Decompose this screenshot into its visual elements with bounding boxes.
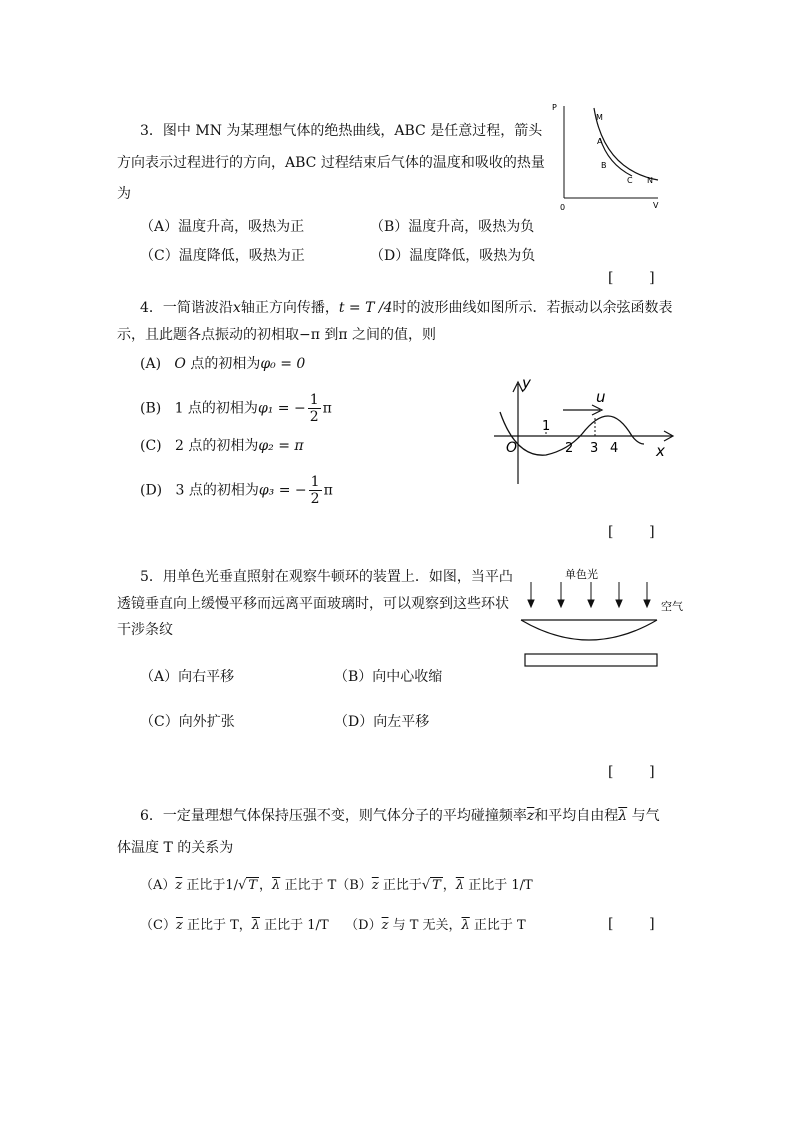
q4-tick-3: 3 — [590, 441, 599, 456]
q3-option-d[interactable]: （D）温度降低，吸热为负 — [370, 248, 536, 264]
q5-option-a[interactable]: （A）向右平移 — [140, 669, 235, 685]
q4-tick-4: 4 — [610, 441, 619, 456]
q4-tick-2: 2 — [565, 441, 574, 456]
q4-label-x: x — [656, 442, 665, 460]
q4-line1-b: 轴正方向传播， — [240, 300, 339, 316]
q5-label-air: 空气 — [661, 600, 683, 613]
q5-line2: 透镜垂直向上缓慢平移而远离平面玻璃时，可以观察到这些环状 — [117, 596, 509, 612]
q6-option-d[interactable]: $(D)\overline{z}$ 与 T 无关，$\overline{\lambda}$ 正比于 T — [345, 918, 526, 933]
q3-label-v: V — [653, 201, 659, 210]
q6-answer-bracket[interactable]: [ ] — [608, 916, 655, 932]
q6-option-b[interactable]: $(B)\overline{z}$ 正比于√ T ，$\overline{\lambda}$ 正比于 1/T — [336, 878, 533, 893]
q4-line2: 示，且此题各点振动的初相取−π 到π 之间的值，则 — [117, 327, 437, 343]
q5-option-d[interactable]: （D）向左平移 — [334, 714, 430, 730]
q5-glass-plate — [525, 654, 657, 666]
q4-line1-t: t = T /4 — [338, 300, 393, 316]
q3-label-m: M — [596, 113, 603, 122]
q5-label-light: 单色光 — [565, 568, 598, 581]
q3-pv-diagram — [548, 98, 668, 214]
q4-line1-a: 4．一简谐波沿 — [140, 300, 233, 316]
q3-label-n: N — [647, 176, 653, 185]
q3-line2: 方向表示过程进行的方向，ABC 过程结束后气体的温度和吸收的热量 — [117, 155, 545, 171]
q4-option-b[interactable]: (B) 1 点的初相为φ₁ = − $\frac{1}{2}$ π — [140, 392, 332, 425]
q4-answer-bracket[interactable]: [ ] — [608, 524, 655, 540]
q3-label-b: B — [601, 161, 607, 170]
q5-answer-bracket[interactable]: [ ] — [608, 764, 655, 780]
q4-label-y: y — [522, 374, 531, 392]
q5-option-b[interactable]: （B）向中心收缩 — [334, 669, 443, 685]
q4-line1 — [140, 298, 673, 318]
q3-option-c[interactable]: （C）温度降低，吸热为正 — [140, 248, 305, 264]
q3-label-o: 0 — [560, 203, 566, 212]
q5-line1: 5．用单色光垂直照射在观察牛顿环的装置上．如图，当平凸 — [140, 569, 513, 585]
q5-option-c[interactable]: （C）向外扩张 — [140, 714, 235, 730]
q6-option-a[interactable]: $(A)\overline{z}$ 正比于1/√ T ，$\overline{\lambda}$ 正比于 T — [140, 878, 337, 893]
q4-label-o: O — [506, 440, 518, 456]
q4-line1-x: x — [232, 300, 241, 316]
q6-options-row2 — [140, 916, 526, 936]
q6-line2: 体温度 T 的关系为 — [117, 840, 234, 856]
q6-z-bar: $\overline{z}$ — [526, 808, 535, 824]
q4-label-u: u — [596, 388, 606, 406]
q5-lens-convex — [521, 620, 657, 640]
q3-label-p: P — [552, 103, 557, 112]
q3-option-a[interactable]: （A）温度升高，吸热为正 — [140, 219, 305, 235]
q3-line3: 为 — [117, 186, 131, 202]
q3-label-c: C — [627, 176, 633, 185]
q4-wave-diagram — [488, 372, 678, 488]
q3-answer-bracket[interactable]: [ ] — [608, 270, 655, 286]
q5-line3: 干涉条纹 — [117, 622, 173, 638]
q3-line1: 3．图中 MN 为某理想气体的绝热曲线，ABC 是任意过程，箭头 — [140, 123, 543, 139]
q6-line1: 6．一定量理想气体保持压强不变，则气体分子的平均碰撞频率$\overline{z}$和平均自由程$\overline{\lambda}$ 与气 — [140, 808, 660, 824]
q4-option-c[interactable]: (C) 2 点的初相为φ₂ = π — [140, 438, 304, 454]
q3-label-a: A — [597, 137, 603, 146]
q3-abc-process — [600, 138, 632, 176]
q4-option-d[interactable]: (D) 3 点的初相为φ₃ = − $\frac{1}{2}$ π — [140, 474, 333, 507]
q6-options-row1 — [140, 876, 533, 896]
q5-light-arrows — [528, 582, 650, 607]
q4-line1-c: 时的波形曲线如图所示．若振动以余弦函数表 — [392, 300, 673, 316]
q5-newton-rings-diagram — [515, 564, 693, 672]
q4-option-a[interactable]: (A) O 点的初相为φ₀ = 0 — [140, 356, 306, 372]
q3-option-b[interactable]: （B）温度升高，吸热为负 — [370, 219, 535, 235]
q4-tick-1: 1 — [542, 419, 551, 434]
q6-option-c[interactable]: $(C)\overline{z}$ 正比于 T，$\overline{\lambda}$ 正比于 1/T — [140, 918, 329, 933]
q6-lambda-bar: $\overline{\lambda}$ — [618, 808, 628, 824]
